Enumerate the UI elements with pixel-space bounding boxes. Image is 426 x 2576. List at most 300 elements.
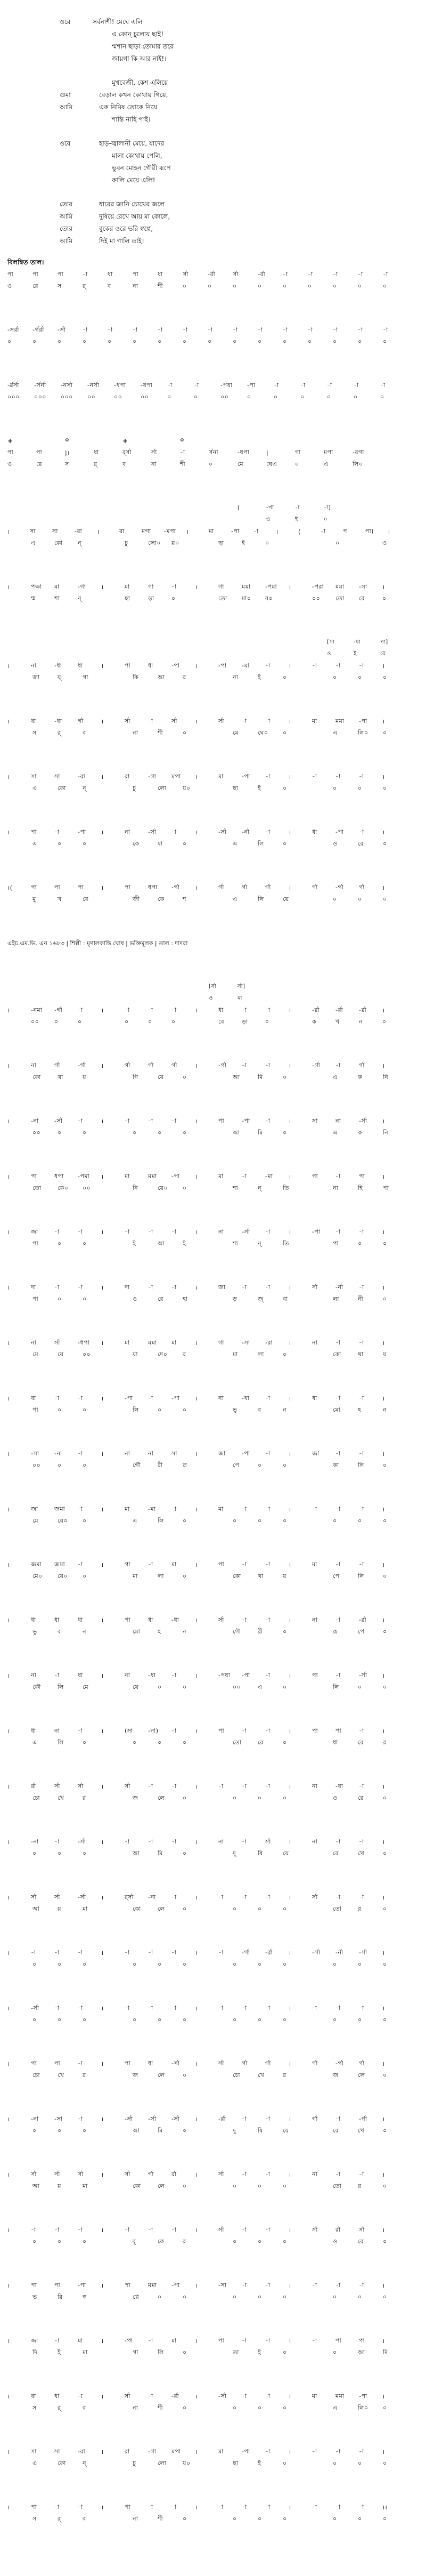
lyric-syllable: ০	[183, 282, 187, 289]
swara-cell: মমা	[335, 717, 345, 724]
swara-cell: র্সা	[218, 2059, 224, 2067]
swara-cell: -র্না	[335, 1949, 343, 1956]
swara-cell: -ধপা	[78, 1339, 90, 1346]
lyric-syllable: মা	[83, 2348, 88, 2356]
swara-cell: না	[218, 1394, 224, 1402]
swara-cell: ।	[195, 2503, 198, 2511]
lyric-syllable: ০০০	[34, 393, 46, 400]
swara-cell: র্সা	[218, 1616, 224, 1623]
notation-aside-row	[7, 981, 419, 993]
lyric-syllable: ০	[383, 2071, 387, 2079]
lyric-syllable: তো	[32, 1184, 42, 1192]
lyric-syllable: ০	[158, 2293, 162, 2300]
lyric-syllable: ০	[283, 1350, 287, 1358]
swara-cell: ।	[7, 1783, 10, 1790]
lyric-syllable: লো	[158, 2459, 167, 2467]
lyric-syllable: ০	[295, 460, 299, 468]
notation-system	[7, 2169, 419, 2192]
swara-cell: ।	[101, 1228, 104, 1236]
swara-cell: -র্সা	[359, 1949, 367, 1956]
swara-cell: ।	[7, 773, 10, 780]
lyric-syllable: ০	[358, 1517, 362, 1524]
swara-cell: ।	[382, 1783, 385, 1790]
swara-cell: ।	[289, 1173, 291, 1180]
swara-cell: ধা	[148, 2059, 153, 2067]
swara-cell: ধা	[148, 1616, 153, 1623]
swara-cell: রে	[380, 650, 386, 657]
swara-cell: মা	[209, 527, 214, 535]
swara-cell: ।	[101, 1894, 104, 1901]
swara-cell: -না	[31, 1838, 39, 1845]
notation-lyric-row	[7, 537, 419, 549]
swara-cell: -না	[54, 1450, 62, 1457]
swara-cell: ।	[195, 1117, 198, 1125]
lyric-syllable: ই	[183, 1239, 186, 1247]
swara-cell: -া	[265, 1616, 271, 1623]
swara-cell: -পা	[171, 1172, 180, 1180]
swara-cell: +	[122, 437, 128, 445]
swara-cell: পা	[36, 448, 43, 456]
lyric-syllable: জা	[32, 673, 40, 681]
swara-cell: পা	[125, 2281, 131, 2289]
lyric-syllable: এ	[333, 1129, 338, 1136]
lyrics-line-text: মুখবেজী, কেশ এলিয়ে	[112, 79, 168, 86]
lyric-syllable: ০	[265, 539, 269, 546]
lyric-syllable: য়	[58, 1905, 61, 1912]
swara-cell: ।	[195, 1062, 198, 1069]
swara-cell: ।	[7, 2337, 10, 2345]
swara-cell: ধপা	[54, 1172, 64, 1180]
lyrics-line-text: শ্মশান ছাড়া তোমার তরে	[112, 43, 174, 50]
lyric-syllable: ০	[333, 1960, 337, 1968]
swara-cell: ।	[195, 2337, 198, 2345]
lyric-syllable: আ	[32, 2182, 40, 2189]
lyric-syllable: এ	[233, 895, 237, 903]
notation-swara-row	[7, 1781, 419, 1792]
swara-cell: -নর্সা	[61, 381, 73, 389]
lyric-syllable: ব	[258, 1406, 261, 1413]
lyric-syllable: ব	[122, 460, 126, 468]
lyric-syllable: ০	[183, 2404, 187, 2411]
notation-system	[7, 1226, 419, 1250]
swara-cell: -পা	[125, 2337, 133, 2344]
swara-cell: ।	[195, 1173, 198, 1180]
swara-cell: ।	[195, 2171, 198, 2178]
swara-cell: ।	[101, 1173, 104, 1180]
lyric-syllable: রে	[333, 1849, 339, 1857]
swara-cell: -া	[148, 2337, 153, 2344]
swara-cell: -া	[78, 1949, 83, 1956]
lyric-syllable: লা	[258, 1350, 264, 1358]
lyric-syllable: ন	[183, 1628, 187, 1635]
swara-cell: -া	[78, 2226, 83, 2233]
lyric-syllable: থা	[58, 1073, 63, 1081]
lyric-syllable: থা	[358, 1350, 364, 1358]
swara-cell: র্সা	[171, 717, 177, 724]
swara-cell: -া	[125, 1228, 130, 1235]
swara-cell: -া	[148, 1394, 153, 1402]
swara-cell: ।	[195, 1616, 198, 1624]
swara-cell: -র্সা	[218, 2392, 227, 2400]
lyric-syllable: য়০	[183, 2459, 191, 2467]
swara-cell: -পা	[78, 828, 86, 835]
lyric-syllable: তি	[283, 1184, 289, 1192]
swara-cell: -া	[283, 326, 288, 333]
lyric-syllable: রে	[358, 1794, 364, 1801]
swara-cell: -া	[312, 662, 317, 669]
lyric-syllable: র	[183, 2237, 186, 2245]
notation-lyric-row	[7, 1515, 419, 1527]
swara-cell: না	[218, 1838, 224, 1845]
notation-system	[7, 1670, 419, 1693]
lyric-syllable: ০	[167, 393, 171, 400]
swara-cell: -র্গা	[335, 883, 344, 891]
lyric-syllable: ০	[358, 1960, 362, 1968]
lyric-syllable: ন্	[78, 594, 82, 602]
notation-system	[7, 1614, 419, 1638]
lyric-syllable: ০	[283, 2293, 287, 2300]
notation-lyric-row	[7, 1626, 419, 1638]
lyric-syllable: ০	[7, 337, 12, 345]
swara-cell: ।	[7, 528, 10, 535]
lyric-syllable: লে	[158, 2071, 165, 2079]
lyric-syllable: ০	[133, 1960, 137, 1968]
lyric-syllable: ০	[283, 2182, 287, 2189]
lyrics-line-text: এক নিমিষ তোকে নিয়ে	[99, 103, 158, 111]
swara-cell: ।	[195, 1561, 198, 1568]
swara-cell: পা	[335, 1727, 342, 1734]
swara-cell: র্গা	[312, 883, 318, 891]
swara-cell: ধা	[108, 270, 113, 278]
lyric-syllable: আ	[233, 1073, 240, 1081]
notation-swara-row	[7, 2058, 419, 2070]
swara-cell: -া	[335, 2503, 341, 2510]
lyric-syllable: থা	[258, 1572, 264, 1580]
lyric-syllable: ০	[383, 1572, 387, 1580]
lyric-syllable: ০	[258, 1794, 262, 1801]
lyric-syllable: ০	[233, 282, 237, 289]
swara-cell: ।	[289, 1894, 291, 1901]
lyric-syllable: ০	[183, 729, 187, 736]
lyric-syllable: রে	[36, 460, 43, 468]
lyrics-stanza	[60, 198, 283, 247]
lyric-syllable: ০	[58, 2237, 62, 2245]
swara-cell: -ধা	[335, 1782, 343, 1790]
lyric-syllable: ব	[108, 282, 111, 289]
notation-system	[7, 1781, 419, 1804]
lyrics-line-prefix	[60, 114, 93, 126]
swara-cell: ।	[289, 718, 291, 725]
lyric-syllable: ০	[108, 337, 112, 345]
lyric-syllable: ০	[58, 1129, 62, 1136]
notation-swara-row	[7, 2390, 419, 2402]
swara-cell: ।	[101, 1561, 104, 1568]
swara-cell: ।	[101, 828, 104, 836]
lyric-syllable: এ	[31, 539, 36, 546]
notation-lyric-row	[7, 1903, 419, 1915]
notation-system	[7, 2058, 419, 2081]
swara-cell: ও	[266, 516, 271, 522]
lyric-syllable: ০	[83, 1738, 87, 1746]
swara-cell: -পা	[171, 2281, 180, 2289]
swara-cell: -া	[335, 1061, 341, 1069]
lyric-syllable: শী	[180, 460, 186, 468]
lyric-syllable: ব	[83, 2515, 86, 2522]
lyric-syllable: বে	[218, 1018, 225, 1025]
swara-cell: ।	[289, 1506, 291, 1513]
swara-cell: -র্সা	[312, 1949, 321, 1956]
lyric-syllable: শী	[158, 729, 163, 736]
lyric-syllable: ন্	[83, 784, 87, 792]
notation-system	[7, 937, 419, 949]
swara-cell: পা	[54, 883, 61, 891]
lyric-syllable: পা	[32, 1406, 39, 1413]
notation-swara-row	[7, 660, 419, 672]
lyric-syllable: ০	[383, 673, 387, 681]
swara-cell: র্গা	[312, 2115, 318, 2122]
swara-cell: ।	[289, 1450, 291, 1458]
swara-cell: পা	[78, 883, 84, 891]
lyrics-line-prefix: আমি	[60, 103, 73, 111]
lyric-syllable: চো	[32, 2071, 40, 2079]
swara-cell: -া	[54, 2004, 60, 2011]
lyric-syllable: কো	[32, 1073, 41, 1081]
swara-cell: -া	[171, 583, 177, 590]
lyric-syllable: কা	[333, 1461, 339, 1469]
swara-cell: র্সা	[218, 2226, 224, 2233]
swara-cell: -া	[218, 1893, 224, 1901]
lyric-syllable: গা	[133, 2348, 138, 2356]
lyric-syllable: লো০	[148, 539, 161, 546]
lyric-syllable: মা	[233, 1350, 238, 1358]
swara-cell: জমা	[31, 1560, 42, 1568]
swara-cell: -গা	[148, 772, 157, 780]
lyric-syllable: য়ে০	[58, 1517, 68, 1524]
lyric-syllable: ০	[358, 784, 362, 792]
swara-cell: ।	[7, 1949, 10, 1957]
lyrics-line-text: মালা কোথায় পেলি,	[112, 152, 162, 159]
lyrics-line-text: দুষিয়ে রেখে আয় মা কোলে,	[99, 213, 170, 220]
lyrics-line-text: সর্বনাশী! মেঘে এলি	[93, 18, 143, 26]
lyric-syllable: তো	[233, 1738, 242, 1746]
swara-cell: -া	[148, 1283, 153, 1291]
lyric-syllable: ধা	[333, 1738, 338, 1746]
notation-aside-row	[7, 993, 419, 1004]
lyrics-line-text: হাড়-জ্বালানী মেয়ে, যাদের	[99, 140, 165, 147]
swara-cell: -া	[167, 381, 173, 389]
lyric-syllable: ০	[233, 2016, 237, 2023]
lyric-syllable: লা	[333, 1295, 339, 1302]
lyric-syllable: ০	[258, 1461, 262, 1469]
swara-cell: -ধপা	[237, 448, 250, 456]
lyric-syllable: ০	[32, 1960, 37, 1968]
swara-cell: ।	[195, 1228, 198, 1236]
lyrics-line-text: এ কোন্ চুলোয় ছাই!	[112, 30, 164, 38]
notation-lyric-row	[7, 2125, 419, 2137]
notation-lyric-row	[7, 893, 419, 905]
lyric-syllable: ০	[158, 1738, 162, 1746]
swara-cell: -া	[242, 717, 247, 724]
swara-cell: পা	[31, 2281, 37, 2289]
swara-cell: -া	[54, 1949, 60, 1956]
notation-swara-row	[7, 526, 419, 537]
lyric-syllable: ই	[258, 784, 261, 792]
swara-cell: -া	[265, 1893, 271, 1901]
swara-cell: ।	[195, 1284, 198, 1291]
lyric-syllable: মি	[383, 2348, 388, 2356]
swara-cell: -া	[233, 326, 238, 333]
lyric-syllable: ০	[208, 282, 212, 289]
swara-cell: -া	[359, 662, 364, 669]
lyric-syllable: ০	[208, 337, 212, 345]
notation-system	[7, 1392, 419, 1416]
swara-cell: পা	[32, 270, 39, 278]
lyric-syllable: ০	[283, 282, 287, 289]
swara-cell: -া	[171, 2503, 177, 2510]
lyric-syllable: স	[32, 2515, 37, 2522]
notation-swara-row	[7, 1891, 419, 1903]
swara-cell: -না)	[148, 1727, 159, 1734]
swara-cell: ।	[7, 2503, 10, 2511]
notation-lyric-row	[7, 1238, 419, 1250]
lyric-syllable: ঘেএ	[266, 460, 277, 468]
swara-cell: -সা	[242, 1339, 250, 1346]
swara-cell: -া	[171, 2004, 177, 2011]
lyric-syllable: ০	[83, 1239, 87, 1247]
swara-cell: -মপা	[164, 527, 176, 535]
lyrics-line	[60, 89, 283, 101]
swara-cell: ।	[289, 2503, 291, 2511]
lyric-syllable: ষা	[158, 840, 163, 847]
lyric-syllable: না	[133, 2404, 138, 2411]
swara-cell: না	[312, 1616, 318, 1623]
lyric-syllable: ০	[383, 1628, 387, 1635]
swara-cell: ।	[382, 1284, 385, 1291]
swara-cell: -পা	[242, 1671, 250, 1679]
lyric-syllable: র০	[265, 594, 273, 602]
lyric-syllable: ও	[333, 840, 338, 847]
lyric-syllable: এ	[324, 460, 329, 468]
lyric-syllable: পে	[233, 1461, 240, 1469]
lyric-syllable: ০	[383, 282, 387, 289]
lyric-syllable: ০	[283, 1905, 287, 1912]
swara-cell: জা	[218, 1283, 226, 1291]
swara-cell: -া	[359, 1838, 364, 1845]
lyric-syllable: এ	[32, 784, 37, 792]
swara-cell: -া	[148, 1560, 153, 1568]
notation-swara-row	[7, 1392, 419, 1404]
lyric-syllable: ছা	[218, 539, 224, 546]
swara-cell: -া	[265, 828, 271, 835]
lyric-syllable: ০	[383, 2237, 387, 2245]
swara-cell: জমা	[54, 1505, 65, 1512]
swara-cell: ।	[289, 1672, 291, 1679]
lyric-syllable: ০০	[83, 1350, 91, 1358]
swara-cell: -া	[148, 2004, 153, 2011]
notation-swara-row	[7, 2446, 419, 2458]
lyric-syllable: মে	[237, 460, 244, 468]
lyric-syllable: র	[183, 673, 186, 681]
swara-cell: -া	[312, 2337, 317, 2344]
lyric-syllable: ০	[133, 1129, 137, 1136]
swara-cell: সা	[31, 772, 37, 780]
swara-cell: -া	[54, 1228, 60, 1235]
lyric-syllable: র	[358, 1905, 362, 1912]
lyric-syllable: হা	[183, 1295, 188, 1302]
swara-cell: দা	[125, 1283, 130, 1291]
swara-cell: ।	[7, 2005, 10, 2012]
lyric-syllable: ০	[258, 1517, 262, 1524]
swara-cell: র্সা	[125, 717, 130, 724]
swara-cell: -া	[265, 2337, 271, 2344]
lyric-syllable: য়	[58, 2182, 61, 2189]
lyric-syllable: ০	[333, 2459, 337, 2467]
swara-cell: ধা	[31, 1616, 36, 1623]
lyric-syllable: দু	[233, 2127, 236, 2134]
swara-cell: -র্সা	[218, 828, 227, 835]
swara-cell: জমা	[54, 1560, 65, 1568]
swara-cell: -া	[125, 2226, 130, 2233]
swara-cell: র্গা	[265, 2059, 271, 2067]
lyric-syllable: মে	[233, 729, 239, 736]
notation-system	[7, 1725, 419, 1749]
swara-cell: ।	[7, 1616, 10, 1624]
notation-swara-row	[7, 2169, 419, 2180]
swara-cell: -া	[54, 1838, 60, 1845]
swara-cell: -া	[265, 2448, 271, 2455]
lyrics-stanza	[60, 16, 283, 65]
swara-cell: -া	[265, 1505, 271, 1512]
swara-cell: মমা	[335, 583, 345, 590]
swara-cell: -পা	[125, 1394, 133, 1402]
lyric-syllable: হ	[158, 1628, 161, 1635]
swara-cell: ।	[101, 2060, 104, 2067]
swara-cell: র্সা	[151, 448, 157, 456]
lyric-syllable: কে	[158, 895, 165, 903]
swara-cell: -া	[242, 1006, 247, 1013]
swara-cell: ।(	[7, 884, 13, 891]
lyric-syllable: ষি	[258, 1849, 263, 1857]
lyric-syllable: য়ে	[283, 1849, 289, 1857]
lyric-syllable: মা	[83, 2182, 88, 2189]
lyric-syllable: চো	[233, 2071, 241, 2079]
lyric-syllable: ০	[383, 1794, 387, 1801]
notation-system	[7, 2113, 419, 2137]
lyric-syllable: ০	[283, 337, 287, 345]
swara-cell: ।	[101, 718, 104, 725]
notation-lyric-row	[7, 1182, 419, 1194]
lyrics-line-prefix: ওরে	[60, 18, 71, 26]
beat-marker-row	[7, 435, 419, 447]
swara-cell: -া	[359, 2170, 364, 2178]
lyric-syllable: র	[83, 2071, 86, 2079]
swara-cell: র্গা	[359, 2059, 365, 2067]
lyric-syllable: তো	[333, 2182, 342, 2189]
lyric-syllable: ড়া	[242, 1018, 248, 1025]
swara-cell: -র্গা	[359, 2115, 367, 2122]
swara-cell: রা	[119, 527, 125, 535]
swara-cell: র্সা	[233, 270, 239, 278]
swara-cell: মা	[218, 1172, 224, 1180]
swara-cell: ।	[382, 2115, 385, 2123]
swara-cell: ০	[65, 436, 70, 444]
swara-cell: ।	[382, 1616, 385, 1624]
swara-cell: -া	[312, 2503, 317, 2510]
swara-cell: ।	[289, 773, 291, 780]
swara-cell: সা	[54, 772, 60, 780]
lyrics-line	[60, 198, 283, 211]
lyrics-line	[60, 162, 283, 174]
